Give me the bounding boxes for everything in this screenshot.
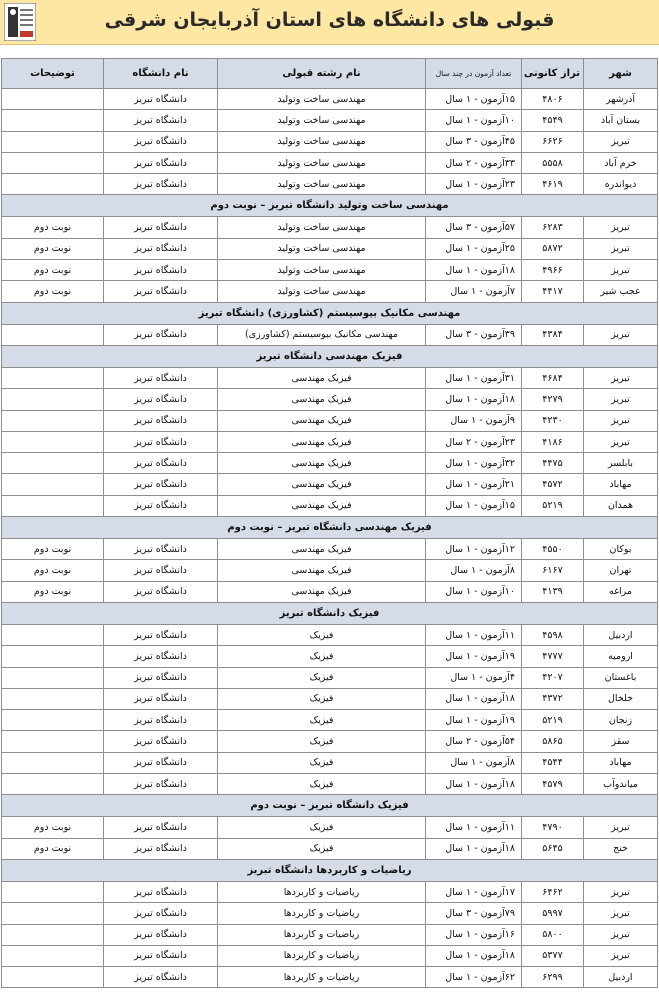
cell-city: تبریز	[584, 431, 658, 452]
cell-university: دانشگاه تبریز	[104, 710, 218, 731]
cell-exam-count: ۷آزمون - ۱ سال	[426, 281, 522, 302]
cell-exam-count: ۳۹آزمون - ۳ سال	[426, 324, 522, 345]
cell-notes: نوبت دوم	[2, 838, 104, 859]
cell-exam-count: ۸آزمون - ۱ سال	[426, 560, 522, 581]
cell-score: ۴۳۷۲	[522, 688, 584, 709]
cell-university: دانشگاه تبریز	[104, 560, 218, 581]
cell-exam-count: ۳۳آزمون - ۲ سال	[426, 152, 522, 173]
cell-exam-count: ۱۵آزمون - ۱ سال	[426, 495, 522, 516]
table-row	[2, 495, 658, 516]
cell-city: مراغه	[584, 581, 658, 602]
cell-university: دانشگاه تبریز	[104, 367, 218, 388]
cell-notes	[2, 710, 104, 731]
cell-exam-count: ۶۲آزمون - ۱ سال	[426, 967, 522, 988]
cell-score: ۴۵۹۸	[522, 624, 584, 645]
cell-city: سقز	[584, 731, 658, 752]
cell-exam-count: ۳۱آزمون - ۱ سال	[426, 367, 522, 388]
cell-notes	[2, 774, 104, 795]
cell-major: مهندسی ساخت وتولید	[218, 110, 426, 131]
cell-city: دیواندره	[584, 174, 658, 195]
cell-score: ۴۲۷۹	[522, 389, 584, 410]
cell-city: تبریز	[584, 260, 658, 281]
cell-exam-count: ۲۳آزمون - ۱ سال	[426, 174, 522, 195]
cell-major: فیزیک	[218, 838, 426, 859]
cell-city: باغستان	[584, 667, 658, 688]
cell-university: دانشگاه تبریز	[104, 474, 218, 495]
cell-score: ۵۹۹۷	[522, 903, 584, 924]
cell-city: تبریز	[584, 410, 658, 431]
table-row	[2, 152, 658, 173]
cell-university: دانشگاه تبریز	[104, 260, 218, 281]
cell-exam-count: ۱۹آزمون - ۱ سال	[426, 710, 522, 731]
cell-notes	[2, 474, 104, 495]
cell-notes	[2, 731, 104, 752]
cell-exam-count: ۵۷آزمون - ۳ سال	[426, 217, 522, 238]
cell-city: تبریز	[584, 131, 658, 152]
cell-score: ۵۲۱۹	[522, 710, 584, 731]
cell-notes	[2, 410, 104, 431]
cell-exam-count: ۱۹آزمون - ۱ سال	[426, 646, 522, 667]
section-title: فیزیک مهندسی دانشگاه تبریز – نوبت دوم	[2, 517, 658, 539]
cell-university: دانشگاه تبریز	[104, 967, 218, 988]
cell-notes	[2, 324, 104, 345]
cell-score: ۶۲۸۳	[522, 217, 584, 238]
cell-university: دانشگاه تبریز	[104, 774, 218, 795]
table-row	[2, 110, 658, 131]
cell-university: دانشگاه تبریز	[104, 238, 218, 259]
table-row	[2, 539, 658, 560]
cell-city: تبریز	[584, 238, 658, 259]
table-row	[2, 238, 658, 259]
cell-exam-count: ۴آزمون - ۱ سال	[426, 667, 522, 688]
cell-city: همدان	[584, 495, 658, 516]
cell-major: فیزیک	[218, 667, 426, 688]
cell-notes	[2, 752, 104, 773]
cell-score: ۴۹۶۶	[522, 260, 584, 281]
cell-city: تبریز	[584, 324, 658, 345]
table-row	[2, 688, 658, 709]
header-score: تراز کانونی	[522, 59, 584, 89]
table-row	[2, 710, 658, 731]
table-row	[2, 903, 658, 924]
cell-city: خنج	[584, 838, 658, 859]
cell-city: تبریز	[584, 924, 658, 945]
cell-score: ۴۴۷۵	[522, 453, 584, 474]
cell-major: مهندسی مکانیک بیوسیستم (کشاورزی)	[218, 324, 426, 345]
table-row	[2, 410, 658, 431]
cell-exam-count: ۱۸آزمون - ۱ سال	[426, 945, 522, 966]
table-row	[2, 474, 658, 495]
cell-score: ۵۸۷۲	[522, 238, 584, 259]
page-header	[0, 0, 659, 45]
cell-score: ۵۵۵۸	[522, 152, 584, 173]
cell-exam-count: ۲۵آزمون - ۱ سال	[426, 238, 522, 259]
section-title: فیزیک دانشگاه تبریز	[2, 602, 658, 624]
cell-university: دانشگاه تبریز	[104, 495, 218, 516]
table-row	[2, 89, 658, 110]
header-major: نام رشته قبولی	[218, 59, 426, 89]
table-row	[2, 217, 658, 238]
cell-university: دانشگاه تبریز	[104, 389, 218, 410]
cell-exam-count: ۵۴آزمون - ۲ سال	[426, 731, 522, 752]
cell-exam-count: ۴۵آزمون - ۳ سال	[426, 131, 522, 152]
results-table	[1, 58, 658, 988]
cell-major: ریاضیات و کاربردها	[218, 903, 426, 924]
cell-major: فیزیک مهندسی	[218, 410, 426, 431]
cell-exam-count: ۱۰آزمون - ۱ سال	[426, 110, 522, 131]
cell-exam-count: ۱۸آزمون - ۱ سال	[426, 774, 522, 795]
cell-notes	[2, 367, 104, 388]
cell-notes	[2, 174, 104, 195]
cell-major: فیزیک	[218, 624, 426, 645]
cell-university: دانشگاه تبریز	[104, 431, 218, 452]
table-row	[2, 174, 658, 195]
cell-city: خلخال	[584, 688, 658, 709]
cell-university: دانشگاه تبریز	[104, 324, 218, 345]
cell-notes	[2, 924, 104, 945]
cell-exam-count: ۱۲آزمون - ۱ سال	[426, 539, 522, 560]
cell-notes	[2, 688, 104, 709]
cell-score: ۴۵۴۹	[522, 110, 584, 131]
cell-major: فیزیک	[218, 774, 426, 795]
section-title: مهندسی مکانیک بیوسیستم (کشاورزی) دانشگاه تبریز	[2, 302, 658, 324]
table-row	[2, 646, 658, 667]
cell-university: دانشگاه تبریز	[104, 410, 218, 431]
cell-notes	[2, 646, 104, 667]
cell-city: میاندوآب	[584, 774, 658, 795]
cell-notes: نوبت دوم	[2, 217, 104, 238]
cell-major: فیزیک مهندسی	[218, 560, 426, 581]
cell-score: ۴۲۳۰	[522, 410, 584, 431]
cell-city: زنجان	[584, 710, 658, 731]
cell-score: ۴۸۰۶	[522, 89, 584, 110]
cell-score: ۴۱۸۶	[522, 431, 584, 452]
cell-university: دانشگاه تبریز	[104, 667, 218, 688]
table-row	[2, 260, 658, 281]
table-row	[2, 581, 658, 602]
cell-city: خرم آباد	[584, 152, 658, 173]
section-title: فیزیک مهندسی دانشگاه تبریز	[2, 345, 658, 367]
cell-city: مهاباد	[584, 474, 658, 495]
cell-major: ریاضیات و کاربردها	[218, 945, 426, 966]
cell-city: تبریز	[584, 217, 658, 238]
cell-major: فیزیک مهندسی	[218, 453, 426, 474]
cell-university: دانشگاه تبریز	[104, 752, 218, 773]
cell-major: ریاضیات و کاربردها	[218, 881, 426, 902]
cell-notes: نوبت دوم	[2, 238, 104, 259]
cell-university: دانشگاه تبریز	[104, 924, 218, 945]
cell-major: مهندسی ساخت وتولید	[218, 238, 426, 259]
logo-icon	[4, 3, 36, 41]
cell-city: مهاباد	[584, 752, 658, 773]
cell-city: تبریز	[584, 817, 658, 838]
cell-exam-count: ۱۸آزمون - ۱ سال	[426, 260, 522, 281]
cell-university: دانشگاه تبریز	[104, 174, 218, 195]
table-row	[2, 560, 658, 581]
cell-major: فیزیک	[218, 731, 426, 752]
cell-major: فیزیک	[218, 817, 426, 838]
section-header-row	[2, 345, 658, 367]
cell-major: فیزیک مهندسی	[218, 581, 426, 602]
cell-exam-count: ۱۰آزمون - ۱ سال	[426, 581, 522, 602]
table-row	[2, 945, 658, 966]
table-row	[2, 624, 658, 645]
cell-exam-count: ۹آزمون - ۱ سال	[426, 410, 522, 431]
cell-notes	[2, 624, 104, 645]
cell-notes	[2, 453, 104, 474]
table-header-row	[2, 59, 658, 89]
section-title: ریاضیات و کاربردها دانشگاه تبریز	[2, 859, 658, 881]
table-row	[2, 817, 658, 838]
cell-score: ۶۶۲۶	[522, 131, 584, 152]
cell-notes	[2, 967, 104, 988]
cell-city: تبریز	[584, 881, 658, 902]
table-row	[2, 131, 658, 152]
cell-score: ۴۴۱۷	[522, 281, 584, 302]
page-title: قبولی های دانشگاه های استان آذربایجان شرقی	[104, 9, 555, 31]
cell-university: دانشگاه تبریز	[104, 817, 218, 838]
cell-major: فیزیک مهندسی	[218, 495, 426, 516]
cell-notes	[2, 89, 104, 110]
cell-notes: نوبت دوم	[2, 817, 104, 838]
cell-exam-count: ۱۵آزمون - ۱ سال	[426, 89, 522, 110]
cell-score: ۴۷۹۰	[522, 817, 584, 838]
header-exam-count: تعداد آزمون در چند سال	[426, 59, 522, 89]
cell-city: ارومیه	[584, 646, 658, 667]
table-row	[2, 838, 658, 859]
cell-score: ۴۶۸۴	[522, 367, 584, 388]
cell-city: تبریز	[584, 945, 658, 966]
cell-notes: نوبت دوم	[2, 260, 104, 281]
cell-university: دانشگاه تبریز	[104, 110, 218, 131]
section-title: مهندسی ساخت وتولید دانشگاه تبریز – نوبت دوم	[2, 195, 658, 217]
cell-university: دانشگاه تبریز	[104, 539, 218, 560]
cell-exam-count: ۲۳آزمون - ۲ سال	[426, 431, 522, 452]
cell-score: ۴۵۴۴	[522, 752, 584, 773]
cell-exam-count: ۷۹آزمون - ۳ سال	[426, 903, 522, 924]
cell-university: دانشگاه تبریز	[104, 453, 218, 474]
table-row	[2, 967, 658, 988]
cell-university: دانشگاه تبریز	[104, 903, 218, 924]
cell-major: مهندسی ساخت وتولید	[218, 281, 426, 302]
section-header-row	[2, 859, 658, 881]
cell-university: دانشگاه تبریز	[104, 688, 218, 709]
cell-exam-count: ۳۲آزمون - ۱ سال	[426, 453, 522, 474]
table-row	[2, 924, 658, 945]
cell-score: ۶۴۶۲	[522, 881, 584, 902]
cell-score: ۴۳۸۴	[522, 324, 584, 345]
cell-city: تبریز	[584, 367, 658, 388]
cell-university: دانشگاه تبریز	[104, 945, 218, 966]
cell-university: دانشگاه تبریز	[104, 281, 218, 302]
cell-exam-count: ۲۱آزمون - ۱ سال	[426, 474, 522, 495]
table-row	[2, 774, 658, 795]
cell-major: مهندسی ساخت وتولید	[218, 217, 426, 238]
cell-notes	[2, 110, 104, 131]
cell-major: فیزیک مهندسی	[218, 389, 426, 410]
table-row	[2, 367, 658, 388]
table-row	[2, 667, 658, 688]
cell-major: فیزیک مهندسی	[218, 539, 426, 560]
cell-major: فیزیک	[218, 710, 426, 731]
cell-exam-count: ۱۱آزمون - ۱ سال	[426, 817, 522, 838]
cell-exam-count: ۱۸آزمون - ۱ سال	[426, 838, 522, 859]
cell-score: ۶۲۹۹	[522, 967, 584, 988]
section-header-row	[2, 302, 658, 324]
cell-score: ۴۲۰۷	[522, 667, 584, 688]
table-row	[2, 281, 658, 302]
cell-city: عجب شیر	[584, 281, 658, 302]
cell-major: مهندسی ساخت وتولید	[218, 152, 426, 173]
cell-city: آذرشهر	[584, 89, 658, 110]
table-row	[2, 731, 658, 752]
cell-major: فیزیک	[218, 688, 426, 709]
cell-score: ۴۶۱۹	[522, 174, 584, 195]
cell-major: مهندسی ساخت وتولید	[218, 131, 426, 152]
cell-university: دانشگاه تبریز	[104, 881, 218, 902]
cell-notes: نوبت دوم	[2, 281, 104, 302]
cell-major: مهندسی ساخت وتولید	[218, 260, 426, 281]
cell-exam-count: ۱۶آزمون - ۱ سال	[426, 924, 522, 945]
cell-score: ۶۱۶۷	[522, 560, 584, 581]
table-row	[2, 389, 658, 410]
cell-notes	[2, 881, 104, 902]
cell-major: فیزیک مهندسی	[218, 367, 426, 388]
cell-university: دانشگاه تبریز	[104, 217, 218, 238]
cell-city: اردبیل	[584, 624, 658, 645]
cell-score: ۴۵۷۹	[522, 774, 584, 795]
cell-notes: نوبت دوم	[2, 560, 104, 581]
cell-score: ۵۶۴۵	[522, 838, 584, 859]
cell-notes	[2, 389, 104, 410]
cell-exam-count: ۱۱آزمون - ۱ سال	[426, 624, 522, 645]
cell-notes	[2, 131, 104, 152]
cell-university: دانشگاه تبریز	[104, 89, 218, 110]
cell-university: دانشگاه تبریز	[104, 131, 218, 152]
header-university: نام دانشگاه	[104, 59, 218, 89]
cell-exam-count: ۱۷آزمون - ۱ سال	[426, 881, 522, 902]
section-header-row	[2, 195, 658, 217]
cell-notes	[2, 903, 104, 924]
table-row	[2, 752, 658, 773]
header-city: شهر	[584, 59, 658, 89]
cell-score: ۴۷۷۷	[522, 646, 584, 667]
header-notes: توضیحات	[2, 59, 104, 89]
table-row	[2, 881, 658, 902]
cell-notes	[2, 945, 104, 966]
cell-score: ۵۳۷۷	[522, 945, 584, 966]
section-header-row	[2, 517, 658, 539]
section-header-row	[2, 795, 658, 817]
cell-city: بوکان	[584, 539, 658, 560]
cell-exam-count: ۸آزمون - ۱ سال	[426, 752, 522, 773]
cell-score: ۵۸۶۵	[522, 731, 584, 752]
cell-university: دانشگاه تبریز	[104, 646, 218, 667]
cell-city: بابلسر	[584, 453, 658, 474]
cell-city: تبریز	[584, 389, 658, 410]
cell-major: مهندسی ساخت وتولید	[218, 89, 426, 110]
cell-exam-count: ۱۸آزمون - ۱ سال	[426, 688, 522, 709]
cell-major: ریاضیات و کاربردها	[218, 924, 426, 945]
table-row	[2, 431, 658, 452]
cell-notes	[2, 152, 104, 173]
section-header-row	[2, 602, 658, 624]
table-row	[2, 453, 658, 474]
cell-major: فیزیک مهندسی	[218, 431, 426, 452]
cell-notes: نوبت دوم	[2, 581, 104, 602]
cell-notes: نوبت دوم	[2, 539, 104, 560]
cell-university: دانشگاه تبریز	[104, 731, 218, 752]
table-row	[2, 324, 658, 345]
cell-city: بستان آباد	[584, 110, 658, 131]
cell-score: ۴۱۳۹	[522, 581, 584, 602]
cell-city: اردبیل	[584, 967, 658, 988]
cell-notes	[2, 495, 104, 516]
cell-notes	[2, 431, 104, 452]
cell-city: تبریز	[584, 903, 658, 924]
cell-university: دانشگاه تبریز	[104, 838, 218, 859]
cell-score: ۴۵۷۲	[522, 474, 584, 495]
cell-score: ۴۵۵۰	[522, 539, 584, 560]
cell-score: ۵۲۱۹	[522, 495, 584, 516]
cell-notes	[2, 667, 104, 688]
cell-major: فیزیک	[218, 752, 426, 773]
cell-major: ریاضیات و کاربردها	[218, 967, 426, 988]
cell-university: دانشگاه تبریز	[104, 624, 218, 645]
section-title: فیزیک دانشگاه تبریز – نوبت دوم	[2, 795, 658, 817]
cell-score: ۵۸۰۰	[522, 924, 584, 945]
cell-university: دانشگاه تبریز	[104, 581, 218, 602]
cell-major: فیزیک مهندسی	[218, 474, 426, 495]
cell-major: فیزیک	[218, 646, 426, 667]
cell-major: مهندسی ساخت وتولید	[218, 174, 426, 195]
cell-city: تهران	[584, 560, 658, 581]
cell-university: دانشگاه تبریز	[104, 152, 218, 173]
cell-exam-count: ۱۸آزمون - ۱ سال	[426, 389, 522, 410]
